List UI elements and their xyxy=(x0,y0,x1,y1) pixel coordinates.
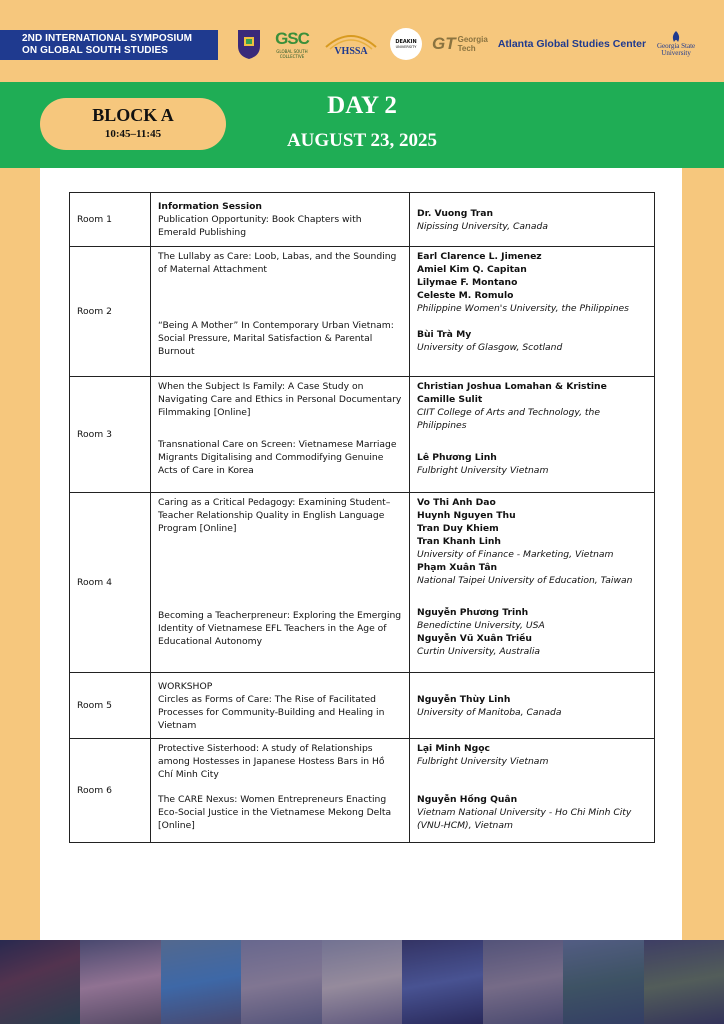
affiliation: CIIT College of Arts and Technology, the Philippines xyxy=(417,407,601,431)
presenter-name: Tran Khanh Linh xyxy=(417,536,501,547)
session-title: When the Subject Is Family: A Case Study on Navigating Care and Ethics in Personal Documentary Filmmaking [Online] xyxy=(158,381,402,418)
presenter-name: Vo Thi Anh Dao xyxy=(417,497,496,508)
table-row xyxy=(70,193,655,247)
presenter-name: Nguyễn Thùy Linh xyxy=(417,693,511,705)
room-cell: Room 2 xyxy=(70,247,151,377)
presenter-cell xyxy=(410,739,655,843)
deakin-logo-subtitle: UNIVERSITY xyxy=(395,45,417,49)
photo-strip-overlay xyxy=(0,940,724,1024)
presenter-name: Christian Joshua Lomahan & Kristine Camille Sulit xyxy=(417,381,607,405)
affiliation: Nipissing University, Canada xyxy=(417,220,548,232)
presenter-name: Phạm Xuân Tân xyxy=(417,562,498,573)
session-cell xyxy=(151,193,410,247)
session-cell xyxy=(151,377,410,493)
symposium-title-line1: 2ND INTERNATIONAL SYMPOSIUM xyxy=(22,33,193,44)
presenter-name: Nguyễn Vũ Xuân Triều xyxy=(417,633,532,644)
deakin-logo-text: DEAKIN xyxy=(395,39,417,45)
room-cell: Room 4 xyxy=(70,493,151,673)
vhssa-logo xyxy=(322,27,380,61)
ies-shield-logo xyxy=(236,28,262,60)
session-title: Publication Opportunity: Book Chapters with Emerald Publishing xyxy=(158,214,362,238)
symposium-title xyxy=(0,30,218,60)
georgia-tech-mark: GT xyxy=(432,34,456,53)
room-cell: Room 5 xyxy=(70,673,151,739)
session-type: Information Session xyxy=(158,201,262,212)
session-type: WORKSHOP xyxy=(158,680,213,692)
session-title: Becoming a Teacherpreneur: Exploring the Emerging Identity of Vietnamese EFL Teachers in the Age of Educational Autonomy xyxy=(158,610,402,647)
presenter-cell xyxy=(410,377,655,493)
presenter-name: Bùi Trà My xyxy=(417,329,472,340)
affiliation: Philippine Women's University, the Philippines xyxy=(417,303,629,314)
georgia-state-logo xyxy=(656,31,696,57)
session-cell xyxy=(151,493,410,673)
photo-strip xyxy=(0,940,724,1024)
presenter-cell xyxy=(410,673,655,739)
table-row xyxy=(70,377,655,493)
session-title: “Being A Mother” In Contemporary Urban Vietnam: Social Pressure, Marital Satisfaction & Parental Burnout xyxy=(158,320,394,357)
affiliation: University of Manitoba, Canada xyxy=(417,706,562,718)
presenter-name: Dr. Vuong Tran xyxy=(417,207,494,219)
session-cell xyxy=(151,247,410,377)
affiliation: Vietnam National University - Ho Chi Minh City (VNU-HCM), Vietnam xyxy=(417,807,632,831)
georgia-tech-logo xyxy=(432,29,488,59)
affiliation: Curtin University, Australia xyxy=(417,646,541,657)
presenter-name: Huynh Nguyen Thu xyxy=(417,510,516,521)
presenter-name: Lilymae F. Montano xyxy=(417,277,518,288)
block-label: BLOCK A xyxy=(92,105,174,125)
block-pill xyxy=(40,98,226,150)
vhssa-logo-text: VHSSA xyxy=(334,46,368,57)
georgia-tech-line2: Tech xyxy=(457,44,476,53)
presenter-name: Lại Minh Ngọc xyxy=(417,743,490,754)
agsc-logo: Atlanta Global Studies Center xyxy=(497,38,647,50)
room-cell: Room 3 xyxy=(70,377,151,493)
deakin-logo xyxy=(390,28,422,60)
presenter-name: Celeste M. Romulo xyxy=(417,290,514,301)
affiliation: University of Glasgow, Scotland xyxy=(417,342,563,353)
session-title: The Lullaby as Care: Loob, Labas, and the Sounding of Maternal Attachment xyxy=(158,251,397,275)
day-title: DAY 2 xyxy=(327,92,397,119)
georgia-state-line1: Georgia State xyxy=(656,42,696,50)
georgia-tech-line1: Georgia xyxy=(457,35,488,44)
gsc-logo-mark: GSC xyxy=(275,29,309,48)
session-title: Protective Sisterhood: A study of Relationships among Hostesses in Japanese Hostess Bars in Hồ Chí Minh City xyxy=(158,743,385,780)
presenter-cell xyxy=(410,193,655,247)
gsc-logo-subtitle: GLOBAL SOUTH COLLECTIVE xyxy=(276,49,308,59)
table-row xyxy=(70,739,655,843)
presenter-name: Nguyễn Hồng Quân xyxy=(417,794,518,805)
presenter-name: Nguyễn Phương Trinh xyxy=(417,607,529,618)
session-title: Transnational Care on Screen: Vietnamese Marriage Migrants Digitalising and Commodifying Genuine Acts of Care in Korea xyxy=(158,439,397,476)
partner-logos xyxy=(236,24,706,64)
gsc-logo xyxy=(272,27,312,61)
session-title: Circles as Forms of Care: The Rise of Facilitated Processes for Community-Building and Healing in Vietnam xyxy=(158,693,385,731)
presenter-name: Earl Clarence L. Jimenez xyxy=(417,251,542,262)
session-cell xyxy=(151,673,410,739)
presenter-name: Amiel Kim Q. Capitan xyxy=(417,264,527,275)
affiliation: Fulbright University Vietnam xyxy=(417,465,549,476)
table-row xyxy=(70,673,655,739)
affiliation: University of Finance - Marketing, Vietnam xyxy=(417,549,614,560)
session-cell xyxy=(151,739,410,843)
schedule-table xyxy=(69,192,655,843)
room-cell: Room 6 xyxy=(70,739,151,843)
presenter-name: Tran Duy Khiem xyxy=(417,523,499,534)
affiliation: National Taipei University of Education, Taiwan xyxy=(417,575,633,586)
affiliation: Benedictine University, USA xyxy=(417,620,545,631)
table-row xyxy=(70,247,655,377)
block-time: 10:45–11:45 xyxy=(104,128,162,140)
session-title: Caring as a Critical Pedagogy: Examining Student–Teacher Relationship Quality in English Language Program [Online] xyxy=(158,497,391,534)
affiliation: Fulbright University Vietnam xyxy=(417,756,549,767)
presenter-cell xyxy=(410,247,655,377)
table-row xyxy=(70,493,655,673)
session-title: The CARE Nexus: Women Entrepreneurs Enacting Eco-Social Justice in the Vietnamese Mekong Delta [Online] xyxy=(158,794,392,831)
presenter-cell xyxy=(410,493,655,673)
georgia-state-line2: University xyxy=(661,49,691,57)
presenter-name: Lê Phương Linh xyxy=(417,452,497,463)
day-date: AUGUST 23, 2025 xyxy=(286,130,438,151)
room-cell: Room 1 xyxy=(70,193,151,247)
symposium-title-line2: ON GLOBAL SOUTH STUDIES xyxy=(22,45,169,56)
